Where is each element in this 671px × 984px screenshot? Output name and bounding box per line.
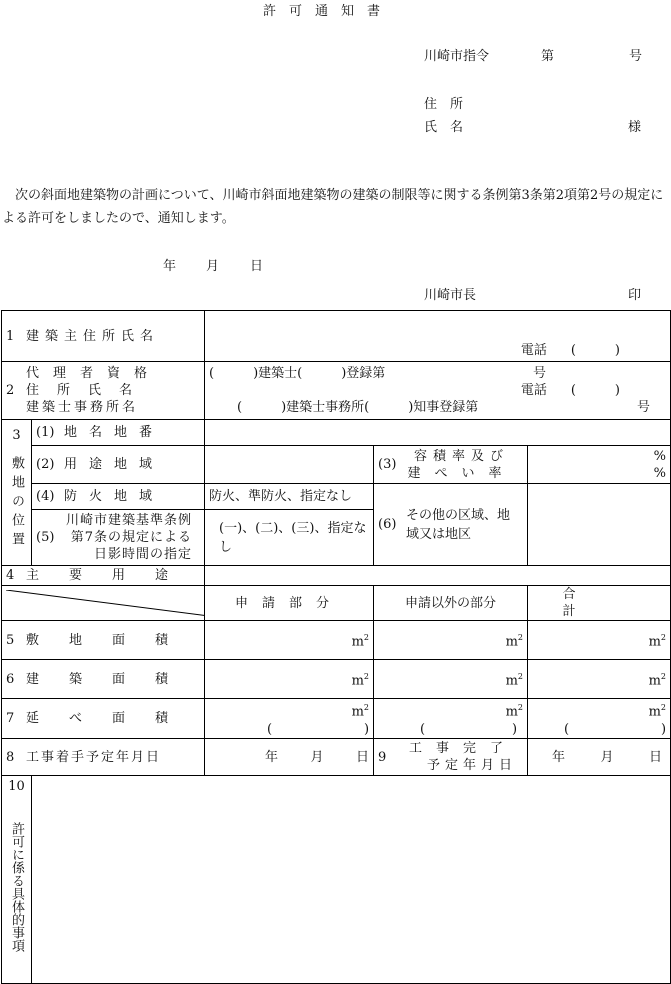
row-main-use [2, 566, 671, 586]
diagonal-header-cell [2, 586, 205, 621]
completion-label-2: 予定年月日 [427, 758, 518, 773]
floor-area-label: 延べ面積 [26, 711, 199, 726]
completion-label-cell [374, 739, 528, 776]
agent-phone-label: 電話 [520, 383, 547, 398]
col-applied: 申請部分 [205, 586, 374, 621]
row-total-floor-area [2, 699, 671, 739]
zoning-label: 用途地域 [64, 457, 165, 472]
unit: m [648, 673, 661, 689]
start-date-label-cell [2, 739, 205, 776]
ratio-value-cell[interactable] [528, 446, 671, 484]
floor-area-applied[interactable] [205, 699, 374, 739]
start-month: 月 [310, 749, 324, 765]
completion-date-value[interactable] [528, 739, 671, 776]
paren-open: ( [420, 721, 426, 737]
ratio-label-cell [374, 446, 528, 484]
unit: m [351, 634, 364, 650]
fire-zone-label: 防火地域 [64, 489, 165, 504]
row-number: 6 [6, 671, 15, 687]
notice-number-go: 号 [629, 49, 643, 64]
unit-sup: 2 [517, 633, 524, 643]
issuer-name: 川崎市長 [424, 288, 477, 303]
site-address-value[interactable] [205, 420, 671, 446]
floor-area-total[interactable] [528, 699, 671, 739]
row-site-address [2, 420, 671, 446]
row-number: 1 [6, 328, 15, 344]
zoning-value[interactable] [205, 446, 374, 484]
main-use-label-cell [2, 566, 205, 586]
zoning-label-cell [32, 446, 205, 484]
applicant-label: 建築主住所氏名 [26, 328, 160, 344]
col-total: 合計 [528, 586, 671, 621]
row-fire-zone [2, 484, 671, 510]
site-area-label: 敷地面積 [26, 632, 199, 648]
item-number: (1) [36, 425, 55, 440]
item-number: (6) [378, 517, 397, 532]
item-number: (2) [36, 457, 55, 472]
completion-day: 日 [648, 749, 662, 765]
honorific: 様 [628, 120, 642, 135]
site-area-total[interactable] [528, 621, 671, 660]
building-area-other[interactable] [374, 660, 528, 699]
fire-zone-value[interactable]: 防火、準防火、指定なし [205, 484, 374, 510]
agent-office-line: ( )建築士事務所( )知事登録第 [237, 400, 479, 415]
date-month: 月 [206, 259, 220, 274]
unit: m [505, 704, 518, 720]
permit-details-label-cell [2, 776, 32, 984]
main-use-value[interactable] [205, 566, 671, 586]
completion-year: 年 [552, 749, 566, 765]
site-address-label: 地名地番 [64, 425, 165, 440]
building-area-applied[interactable] [205, 660, 374, 699]
unit-sup: 2 [660, 672, 667, 682]
agent-label-cell [2, 362, 205, 420]
row-schedule [2, 739, 671, 776]
body-text: 次の斜面地建築物の計画について、川崎市斜面地建築物の建築の制限等に関する条例第3条第2項第2号の規定による許可をしましたので、通知します。 [2, 188, 664, 226]
site-area-applied[interactable] [205, 621, 374, 660]
start-date-value[interactable] [205, 739, 374, 776]
start-year: 年 [265, 749, 279, 765]
agent-label-office: 建築士事務所名 [26, 400, 139, 415]
row-zoning [2, 446, 671, 484]
row-site-area [2, 621, 671, 660]
date-year: 年 [163, 259, 177, 274]
col-other: 申請以外の部分 [374, 586, 528, 621]
other-zone-label: その他の区域、地域又は地区 [406, 507, 511, 542]
row-number: 9 [378, 749, 387, 765]
phone-paren: ( ) [570, 343, 621, 358]
start-day: 日 [355, 749, 369, 765]
far-label: 容積率及び [414, 448, 510, 464]
row-number: 7 [6, 711, 15, 726]
other-zone-label-cell [374, 484, 528, 566]
building-area-label-cell [2, 660, 205, 699]
paren-open: ( [564, 721, 570, 737]
unit-sup: 2 [660, 703, 667, 713]
unit: m [351, 704, 364, 720]
far-unit: % [653, 448, 667, 464]
completion-month: 月 [600, 749, 614, 765]
unit-sup: 2 [660, 633, 667, 643]
row-number: 2 [6, 383, 15, 398]
applicant-label-cell [2, 311, 205, 362]
bcr-label: 建ぺい率 [407, 465, 516, 481]
row-column-headers [2, 586, 671, 621]
agent-label-address: 住所氏名 [26, 383, 151, 398]
row-permit-details [2, 776, 671, 984]
floor-area-label-cell [2, 699, 205, 739]
unit-sup: 2 [517, 672, 524, 682]
application-form-table [1, 310, 671, 984]
unit: m [351, 673, 364, 689]
start-date-label: 工事着手予定年月日 [26, 749, 162, 765]
document-title: 許可通知書 [263, 4, 394, 19]
row-agent [2, 362, 671, 420]
agent-label-qualification: 代理者資格 [26, 366, 162, 381]
floor-area-other[interactable] [374, 699, 528, 739]
site-address-label-cell [32, 420, 205, 446]
unit: m [648, 704, 661, 720]
item-number: (4) [36, 489, 55, 504]
paren-close: ) [660, 721, 667, 737]
address-label: 住 所 [424, 97, 464, 112]
main-use-label: 主要用途 [26, 568, 199, 583]
row-building-area [2, 660, 671, 699]
unit-sup: 2 [517, 703, 524, 713]
phone-label: 電話 [520, 343, 547, 358]
shadow-time-label: 川崎市建築基準条例第7条の規定による日影時間の指定 [65, 513, 192, 562]
issuer-seal: 印 [628, 288, 642, 303]
item-number: (3) [378, 457, 397, 472]
permit-details-label: 許可に係る具体的事項 [9, 822, 24, 952]
paren-open: ( [267, 721, 273, 737]
site-group-cell [2, 420, 32, 566]
bcr-unit: % [653, 465, 667, 481]
unit: m [505, 673, 518, 689]
name-label: 氏 名 [424, 120, 464, 135]
notice-number-dai: 第 [541, 49, 555, 64]
unit-sup: 2 [363, 633, 370, 643]
row-number: 4 [6, 568, 15, 583]
unit-sup: 2 [363, 672, 370, 682]
paren-close: ) [511, 721, 518, 737]
permit-details-value[interactable] [32, 776, 671, 984]
item-number: (5) [36, 530, 55, 545]
building-area-total[interactable] [528, 660, 671, 699]
agent-architect-line: ( )建築士( )登録第 [209, 366, 386, 381]
site-area-label-cell [2, 621, 205, 660]
unit-sup: 2 [363, 703, 370, 713]
paren-close: ) [363, 721, 370, 737]
building-area-label: 建築面積 [26, 671, 199, 687]
site-area-other[interactable] [374, 621, 528, 660]
agent-phone-paren: ( ) [570, 383, 621, 398]
site-group-label: 敷地の位置 [9, 455, 24, 551]
unit: m [505, 634, 518, 650]
diagonal-line [6, 590, 205, 616]
row-number: 5 [6, 632, 15, 648]
row-applicant [2, 311, 671, 362]
unit: m [648, 634, 661, 650]
fire-zone-label-cell [32, 484, 205, 510]
applicant-value-cell[interactable] [205, 311, 671, 362]
row-number: 8 [6, 749, 15, 765]
shadow-time-label-cell [32, 510, 205, 566]
agent-architect-go: 号 [533, 366, 547, 381]
agent-office-go: 号 [637, 400, 651, 415]
shadow-time-value[interactable]: (一)、(二)、(三)、指定なし [205, 510, 374, 566]
notice-prefix: 川崎市指令 [424, 49, 490, 64]
other-zone-value[interactable] [528, 484, 671, 566]
agent-value-cell[interactable] [205, 362, 671, 420]
site-group-number: 3 [12, 428, 21, 443]
date-day: 日 [250, 259, 264, 274]
completion-label-1: 工事完了 [409, 741, 518, 756]
row-number: 10 [8, 779, 25, 794]
